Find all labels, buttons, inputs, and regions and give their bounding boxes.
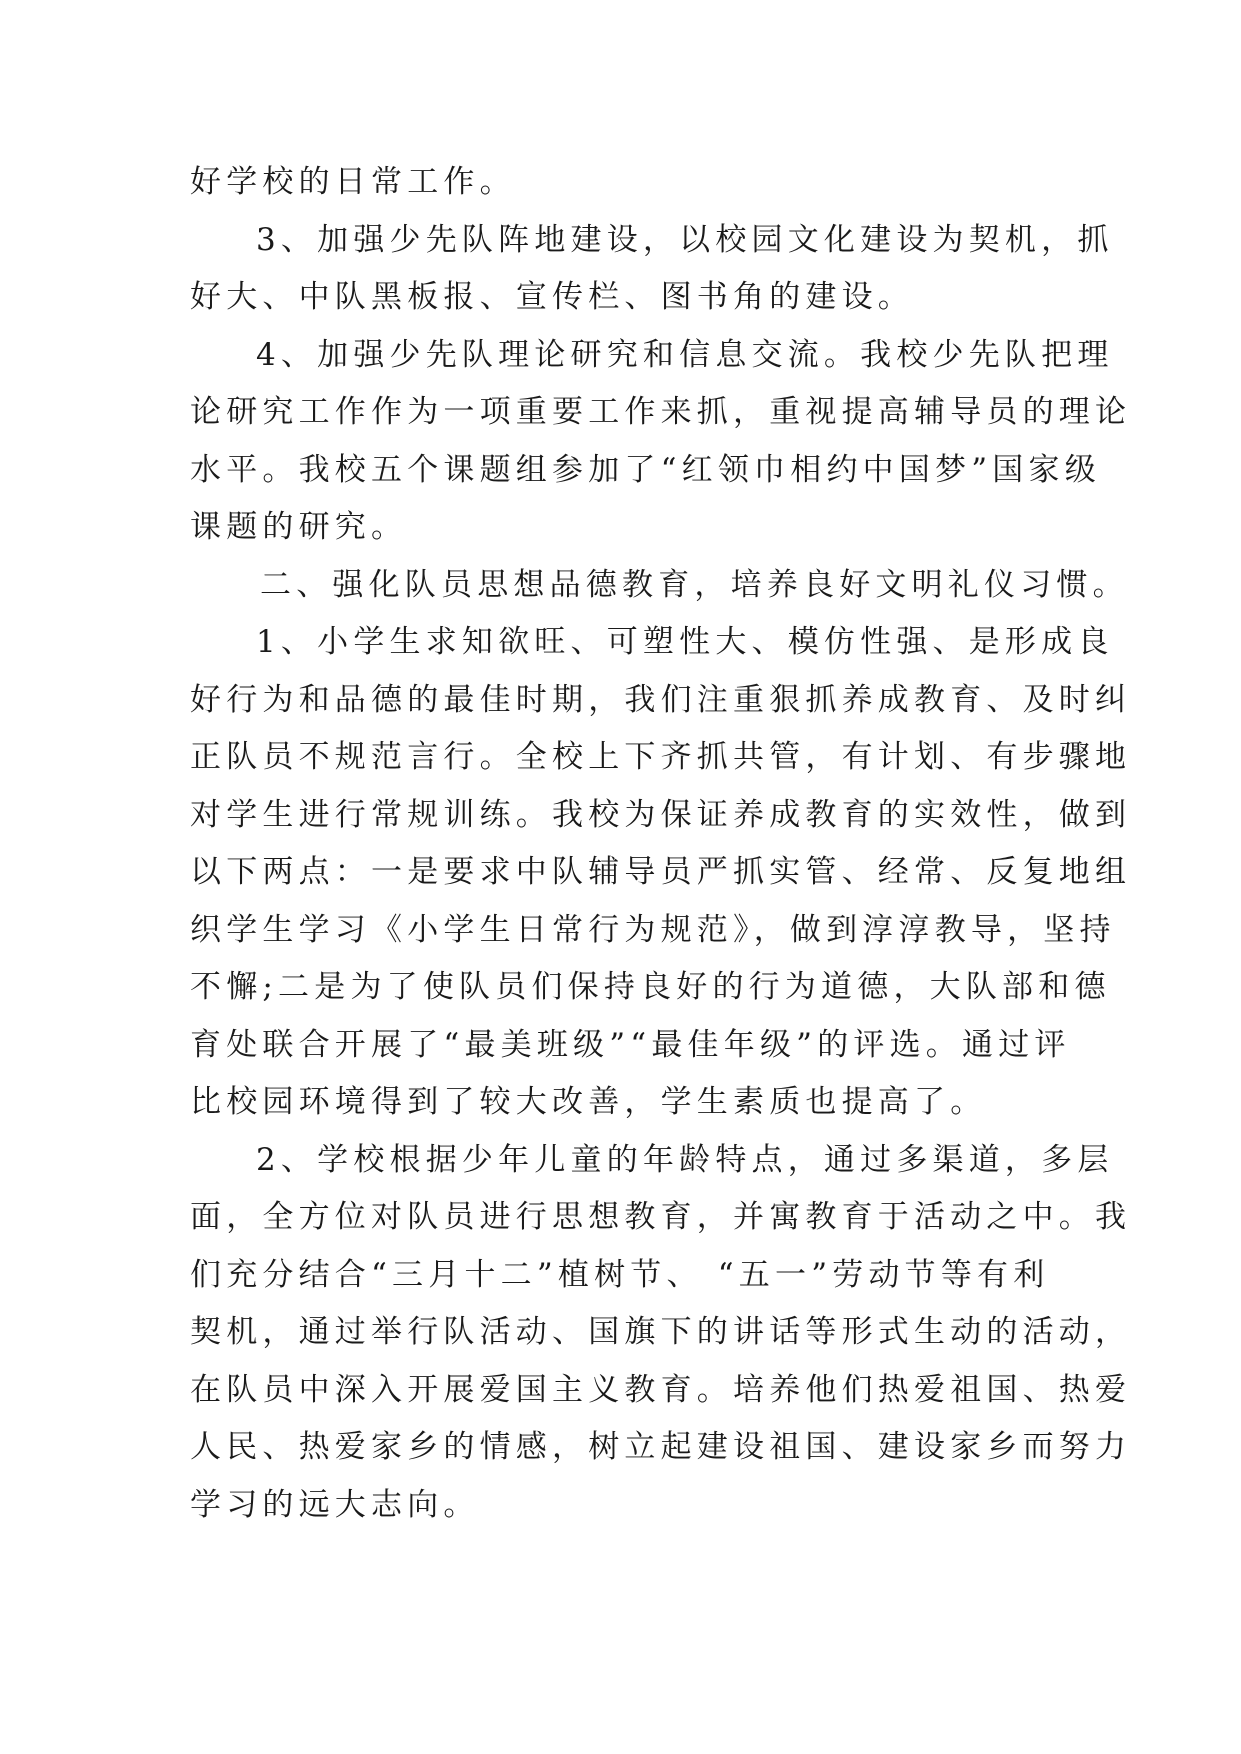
paragraph-line: 好学校的日常工作。 (190, 164, 516, 200)
paragraph-line: 对学生进行常规训练。我校为保证养成教育的实效性，做到 (190, 796, 1132, 833)
paragraph-line: 们充分结合“三月十二”植树节、 “五一”劳动节等有利 (190, 1256, 1050, 1293)
paragraph-line: 面，全方位对队员进行思想教育，并寓教育于活动之中。我 (190, 1199, 1132, 1235)
paragraph-line: 学习的远大志向。 (190, 1486, 480, 1523)
paragraph-line: 以下两点：一是要求中队辅导员严抓实管、经常、反复地组 (190, 854, 1132, 890)
paragraph-line: 好行为和品德的最佳时期，我们注重狠抓养成教育、及时纠 (190, 681, 1132, 718)
paragraph-line: 不懈;二是为了使队员们保持良好的行为道德，大队部和德 (190, 969, 1111, 1005)
paragraph-line: 契机，通过举行队活动、国旗下的讲话等形式生动的活动， (190, 1314, 1132, 1350)
paragraph-line: 正队员不规范言行。全校上下齐抓共管，有计划、有步骤地 (190, 739, 1132, 775)
paragraph-line: 织学生学习《小学生日常行为规范》，做到淳淳教导，坚持 (190, 911, 1116, 948)
paragraph-line: 水平。我校五个课题组参加了“红领巾相约中国梦”国家级 (190, 451, 1101, 488)
paragraph-line: 课题的研究。 (190, 509, 408, 545)
paragraph-line: 1、小学生求知欲旺、可塑性大、模仿性强、是形成良 (256, 624, 1114, 660)
paragraph-line: 3、加强少先队阵地建设，以校园文化建设为契机，抓 (256, 221, 1114, 258)
paragraph-line: 4、加强少先队理论研究和信息交流。我校少先队把理 (256, 336, 1114, 373)
paragraph-line: 在队员中深入开展爱国主义教育。培养他们热爱祖国、热爱 (190, 1371, 1132, 1408)
paragraph-line: 2、学校根据少年儿童的年龄特点，通过多渠道，多层 (256, 1141, 1114, 1178)
paragraph-line: 好大、中队黑板报、宣传栏、图书角的建设。 (190, 279, 914, 315)
section-heading: 二、强化队员思想品德教育，培养良好文明礼仪习惯。 (260, 566, 1129, 603)
paragraph-line: 比校园环境得到了较大改善，学生素质也提高了。 (190, 1084, 987, 1120)
paragraph-line: 人民、热爱家乡的情感，树立起建设祖国、建设家乡而努力 (190, 1429, 1132, 1465)
document-body (190, 154, 1132, 1534)
paragraph-line: 育处联合开展了“最美班级”“最佳年级”的评选。通过评 (190, 1026, 1071, 1063)
paragraph-line: 论研究工作作为一项重要工作来抓，重视提高辅导员的理论 (190, 394, 1132, 430)
